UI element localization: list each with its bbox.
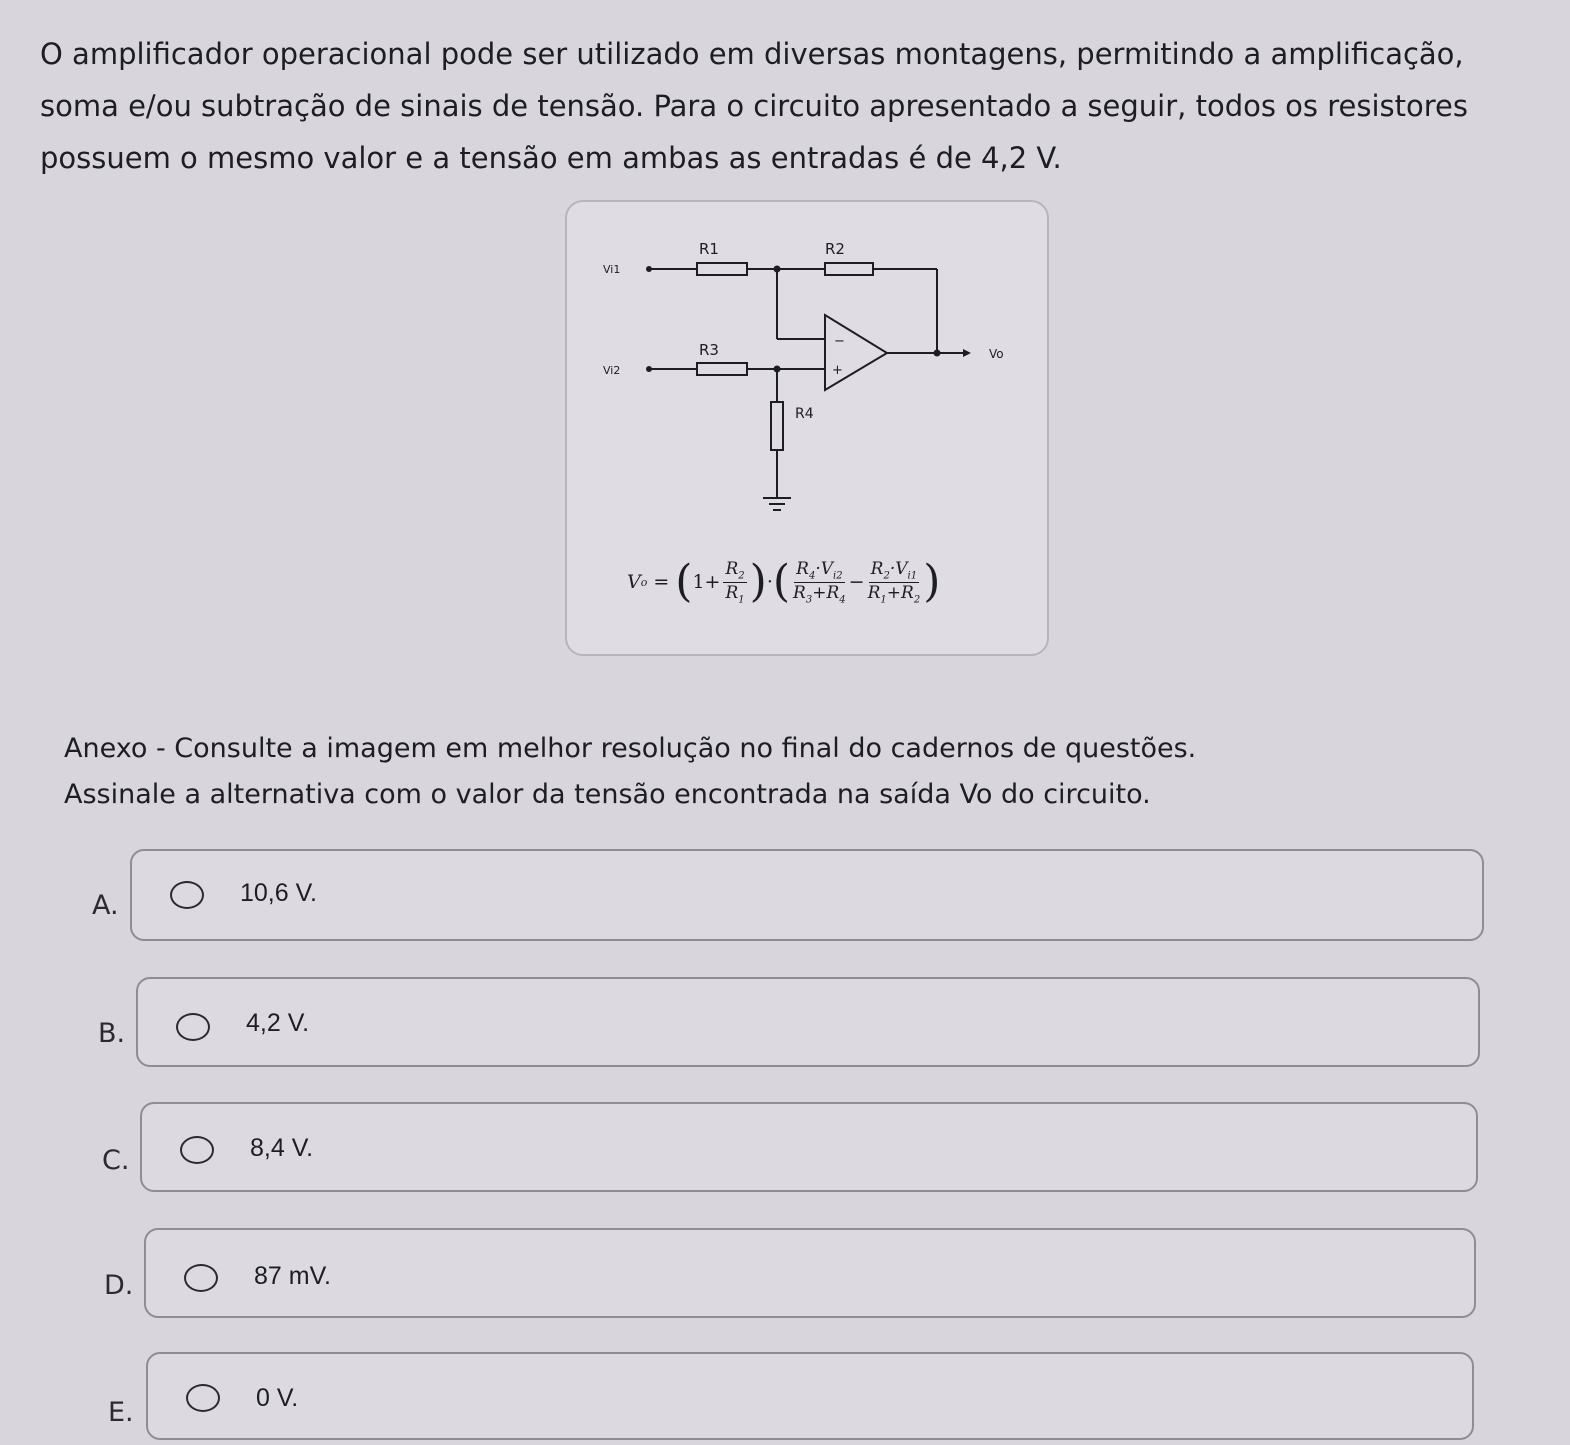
formula-plus-r4: +R — [812, 582, 840, 603]
option-b[interactable] — [136, 977, 1480, 1067]
formula-paren-open-1: ( — [675, 556, 693, 607]
formula-r3-sub: 3 — [805, 593, 813, 605]
formula-r1b: R — [867, 582, 881, 603]
opamp-triangle — [825, 315, 887, 390]
label-r4: R4 — [795, 406, 814, 422]
formula-plus-r2: +R — [886, 582, 914, 603]
option-c-text: 8,4 V. — [250, 1134, 314, 1162]
formula-r1-sub: 1 — [738, 593, 745, 605]
option-a-radio-icon[interactable] — [170, 881, 204, 909]
label-minus: − — [834, 334, 845, 349]
option-c[interactable] — [140, 1102, 1478, 1192]
resistor-r2 — [825, 263, 873, 275]
formula-v2: ·V — [815, 559, 833, 580]
formula-first-fraction — [793, 559, 846, 605]
formula-paren-close-1: ) — [749, 556, 767, 607]
resistor-r1 — [697, 263, 747, 275]
vo-formula — [627, 542, 1027, 622]
option-b-radio-icon[interactable] — [176, 1013, 210, 1041]
label-r2: R2 — [825, 240, 845, 258]
option-e[interactable] — [146, 1352, 1474, 1440]
formula-v2-sub: i2 — [833, 570, 843, 582]
formula-r2b-sub: 2 — [883, 570, 890, 582]
formula-paren-open-2: ( — [772, 556, 791, 607]
option-b-letter: B. — [98, 1018, 126, 1049]
formula-r2c-sub: 2 — [913, 593, 921, 605]
annex-note: Anexo - Consulte a imagem em melhor resolução no final do cadernos de questões. — [64, 733, 1197, 764]
formula-r2b: R — [870, 559, 884, 580]
formula-v1-sub: i1 — [907, 570, 918, 582]
option-b-text: 4,2 V. — [246, 1009, 310, 1037]
label-r3: R3 — [699, 341, 719, 359]
label-vo: Vo — [989, 347, 1004, 361]
option-d-letter: D. — [104, 1270, 134, 1301]
formula-one-plus: 1+ — [692, 571, 721, 593]
formula-v1: ·V — [889, 559, 908, 580]
formula-second-fraction — [868, 559, 921, 605]
question-text — [64, 726, 1484, 818]
option-c-radio-icon[interactable] — [180, 1136, 214, 1164]
node-vi1 — [646, 266, 652, 272]
formula-r4: R — [796, 559, 809, 580]
label-r1: R1 — [699, 240, 719, 258]
label-vi2: Vi2 — [603, 364, 621, 377]
formula-eq: = — [653, 571, 670, 593]
formula-dot: · — [766, 571, 773, 593]
node-output — [934, 350, 941, 357]
node-noninv — [774, 366, 781, 373]
option-a[interactable] — [130, 849, 1484, 941]
output-arrow — [963, 349, 971, 357]
option-d-radio-icon[interactable] — [184, 1264, 218, 1292]
question-prompt: Assinale a alternativa com o valor da tensão encontrada na saída Vo do circuito. — [64, 779, 1151, 810]
formula-r1b-sub: 1 — [880, 593, 887, 605]
option-e-text: 0 V. — [256, 1384, 299, 1412]
formula-minus: − — [848, 571, 865, 593]
label-vi1: Vi1 — [603, 263, 621, 276]
formula-lhs: V — [627, 571, 641, 593]
resistor-r4 — [771, 402, 783, 450]
node-vi2 — [646, 366, 652, 372]
formula-r4-sub: 4 — [808, 570, 816, 582]
option-d[interactable] — [144, 1228, 1476, 1318]
formula-r1: R — [725, 582, 739, 603]
question-intro: O amplificador operacional pode ser utilizado em diversas montagens, permitindo a amplificação, soma e/ou subtração de sinais de tensão. Para o circuito apresentado a seguir, todos os resistores possuem o mesmo valor e a tensão em ambas as entradas é de 4,2 V. — [40, 37, 1468, 175]
node-inv — [774, 266, 781, 273]
circuit-figure — [565, 200, 1049, 656]
formula-r4b-sub: 4 — [839, 593, 846, 605]
label-plus: + — [832, 363, 843, 378]
formula-r2: R — [725, 559, 739, 580]
option-d-text: 87 mV. — [254, 1262, 331, 1290]
option-a-letter: A. — [92, 890, 119, 921]
formula-r3: R — [793, 582, 806, 603]
option-a-text: 10,6 V. — [240, 879, 317, 907]
formula-r2-sub: 2 — [738, 570, 745, 582]
option-e-letter: E. — [108, 1397, 134, 1428]
option-c-letter: C. — [102, 1145, 130, 1176]
option-e-radio-icon[interactable] — [186, 1384, 220, 1412]
formula-r2-over-r1 — [723, 559, 746, 605]
resistor-r3 — [697, 363, 747, 375]
formula-paren-close-2: ) — [923, 556, 941, 607]
formula-lhs-sub: o — [640, 575, 648, 589]
